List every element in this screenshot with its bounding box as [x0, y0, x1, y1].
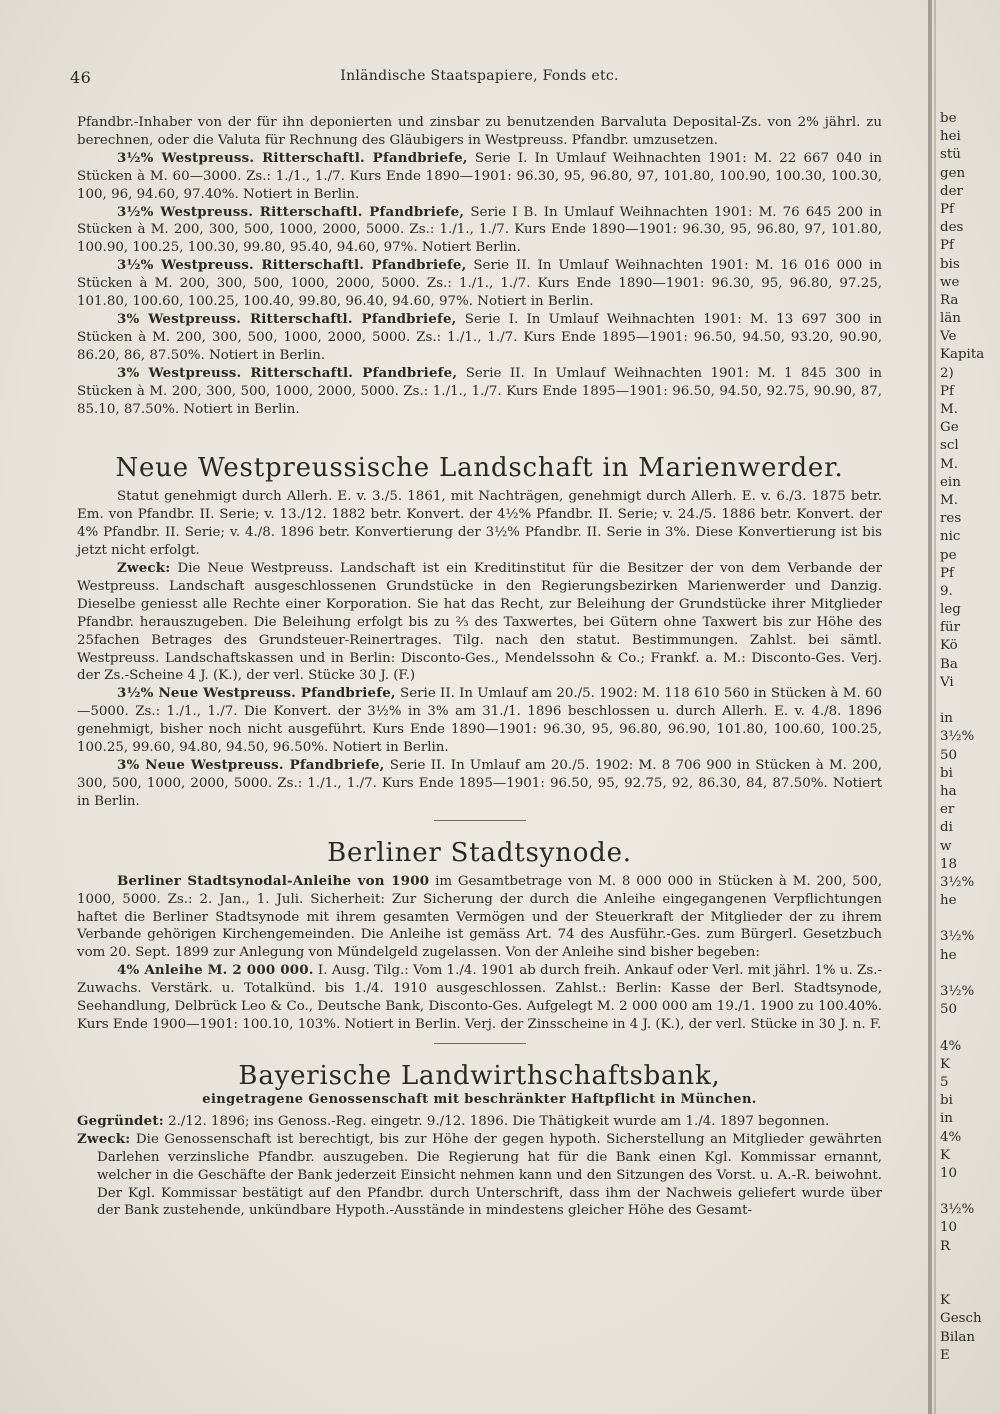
adjacent-page-fragment: 3½%	[940, 874, 975, 890]
adjacent-page-fragment: nic	[940, 529, 961, 545]
westpreuss-entry-title: 3½% Westpreuss. Ritterschaftl. Pfandbriefe,	[117, 149, 468, 166]
westpreuss-entry-body: Serie II. In Umlauf Weihnachten 1901: M. 1 845 300 in Stücken à M. 200, 300, 500, 1000, 2000, 5000. Zs.: 1./1., 1./7. Kurs Ende 1895—1901: 96.50, 94.50, 92.75, 90.90, 87, 85.10, 87.50%. Notiert in Berlin.	[77, 365, 882, 417]
adjacent-page-fragment: 3½%	[940, 729, 975, 745]
neue-entry	[77, 757, 882, 811]
adjacent-page-fragment: 10	[940, 1165, 958, 1181]
adjacent-page-fragment: in	[940, 1111, 953, 1127]
adjacent-page-fragment	[940, 965, 1000, 983]
neue-entry-body: Serie II. In Umlauf am 20./5. 1902: M. 118 610 560 in Stücken à M. 60—5000. Zs.: 1./1., 1./7. Die Konvert. der 3½% in 3% am 31./1. 1896 beschlossen u. durch Allerh. E. v. 4./8. 1896 genehmigt, bisher noch nicht ausgeführt. Kurs Ende 1890—1901: 96.30, 95, 96.80, 96.90, 101.80, 100.60, 100.25, 100.25, 99.60, 94.80, 94.50, 96.50%. Notiert in Berlin.	[77, 686, 882, 756]
neue-zweck	[77, 560, 882, 685]
adjacent-page-fragment: 18	[940, 856, 958, 872]
bayerische-gegruendet	[77, 1113, 882, 1131]
adjacent-page-fragment: 3½%	[940, 1202, 975, 1218]
adjacent-page-fragment: M.	[940, 492, 958, 508]
westpreuss-entries	[77, 150, 882, 419]
westpreuss-entry-title: 3% Westpreuss. Ritterschaftl. Pfandbriefe,	[117, 364, 458, 381]
adjacent-page-edge	[940, 110, 1000, 1365]
neue-entry	[77, 685, 882, 757]
adjacent-page-fragment: Pf	[940, 565, 954, 581]
adjacent-page-fragment: ha	[940, 783, 957, 799]
bayerische-gegruendet-text: 2./12. 1896; ins Genoss.-Reg. eingetr. 9./12. 1896. Die Thätigkeit wurde am 1./4. 1897 begonnen.	[163, 1113, 830, 1129]
westpreuss-entry	[77, 311, 882, 365]
page-main-column	[70, 68, 883, 1220]
adjacent-page-fragment: ein	[940, 474, 961, 490]
westpreuss-entry-body: Serie II. In Umlauf Weihnachten 1901: M. 16 016 000 in Stücken à M. 200, 300, 500, 1000, 2000, 5000. Zs.: 1./1., 1./7. Kurs Ende 1890—1901: 96.30, 95, 96.80, 97.25, 101.80, 100.60, 100.25, 100.40, 99.80, 96.40, 94.60, 97%. Notiert in Berlin.	[77, 258, 883, 310]
adjacent-page-fragment: stü	[940, 147, 961, 163]
adjacent-page-fragment: E	[940, 1347, 950, 1363]
berliner-anleihe	[77, 873, 882, 963]
adjacent-page-fragment	[940, 1019, 1000, 1037]
adjacent-page-fragment: län	[940, 311, 961, 327]
section-heading-bayerische: Bayerische Landwirthschaftsbank,	[238, 1060, 721, 1091]
neue-entries	[77, 685, 882, 810]
adjacent-page-fragment: 50	[940, 1002, 958, 1018]
adjacent-page-fragment: bis	[940, 256, 960, 272]
adjacent-page-fragment: K	[940, 1056, 951, 1072]
adjacent-page-fragment: hei	[940, 129, 961, 145]
adjacent-page-fragment: M.	[940, 456, 958, 472]
adjacent-page-fragment: Vi	[940, 674, 954, 690]
adjacent-page-fragment: des	[940, 220, 964, 236]
westpreuss-entry	[77, 150, 882, 204]
adjacent-page-fragment: in	[940, 711, 953, 727]
adjacent-page-fragment: Pf	[940, 201, 954, 217]
adjacent-page-fragment: res	[940, 511, 962, 527]
bayerische-zweck-label: Zweck:	[77, 1130, 131, 1147]
bayerische-zweck-text: Die Genossenschaft ist berechtigt, bis zur Höhe der gegen hypoth. Sicherstellung an Mitglieder gewährten Darlehen verzinsliche Pfandbr. auszugeben. Die Regierung hat für die Bank einen Kgl. Kommissar ernannt, welcher in die Geschäfte der Bank jederzeit Einsicht nehmen kann und den Sitzungen des Vorst. u. A.-R. beiwohnt. Der Kgl. Kommissar bestätigt auf den Pfandbr. durch Unterschrift, dass ihm der Nachweis geliefert wurde über der Bank zustehende, unkündbare Hypoth.-Ausstände in mindestens gleicher Höhe des Gesamt-	[97, 1131, 882, 1219]
adjacent-page-fragment: 3½%	[940, 984, 975, 999]
neue-entry-title: 3½% Neue Westpreuss. Pfandbriefe,	[117, 685, 396, 702]
neue-entry-title: 3% Neue Westpreuss. Pfandbriefe,	[117, 757, 385, 773]
westpreuss-entry-body: Serie I. In Umlauf Weihnachten 1901: M. 13 697 300 in Stücken à M. 200, 300, 500, 1000, 2000, 5000. Zs.: 1./1., 1./7. Kurs Ende 1895—1901: 96.50, 94.50, 93.20, 90.90, 86.20, 86, 87.50%. Notiert in Berlin.	[77, 311, 882, 363]
adjacent-page-fragment: der	[940, 183, 963, 199]
adjacent-page-fragment: w	[940, 838, 952, 854]
westpreuss-entry	[77, 257, 882, 311]
westpreuss-entry	[77, 365, 882, 419]
running-title: Inländische Staatspapiere, Fonds etc.	[340, 68, 619, 84]
neue-zweck-label: Zweck:	[117, 560, 171, 577]
page-number: 46	[70, 68, 92, 87]
adjacent-page-fragment: gen	[940, 165, 966, 181]
westpreuss-entry	[77, 204, 882, 258]
adjacent-page-fragment: er	[940, 802, 955, 818]
berliner-anleihe-text: im Gesamtbetrage von M. 8 000 000 in Stücken à M. 200, 500, 1000, 5000. Zs.: 2. Jan., 1. Juli. Sicherheit: Zur Sicherung der durch die Anleihe eingegangenen Verpflichtungen haftet die Berliner Stadtsynode mit ihrem gesamten Vermögen und der Steuerkraft der Mitglieder der zu ihrem Verbande gehörigen Kirchengemeinden. Die Anleihe ist gemäss Art. 74 des Ausführ.-Ges. zum Bürgerl. Gesetzbuch vom 20. Sept. 1899 zur Anlegung von Mündelgeld zugelassen. Von der Anleihe sind bisher begeben:	[77, 873, 882, 961]
adjacent-page-fragment: bi	[940, 765, 953, 781]
westpreuss-entry-title: 3½% Westpreuss. Ritterschaftl. Pfandbriefe,	[117, 203, 465, 220]
section-divider	[77, 811, 882, 825]
adjacent-page-fragment: K	[940, 1293, 951, 1309]
section-heading-berliner: Berliner Stadtsynode.	[327, 837, 632, 868]
section-subheading-bayerische: eingetragene Genossenschaft mit beschränkter Haftpflicht in München.	[202, 1091, 757, 1107]
section-heading-neue: Neue Westpreussische Landschaft in Marienwerder.	[115, 453, 844, 484]
adjacent-page-fragment: 2)	[940, 365, 954, 381]
adjacent-page-fragment	[940, 1256, 1000, 1274]
adjacent-page-fragment: 50	[940, 747, 958, 763]
adjacent-page-fragment: pe	[940, 547, 957, 563]
adjacent-page-fragment: Bilan	[940, 1329, 976, 1345]
adjacent-page-fragment: 5	[940, 1074, 949, 1090]
adjacent-page-fragment: he	[940, 893, 957, 909]
adjacent-page-fragment: M.	[940, 402, 958, 417]
adjacent-page-fragment: 3½%	[940, 929, 975, 945]
adjacent-page-fragment: leg	[940, 602, 961, 618]
adjacent-page-fragment	[940, 910, 1000, 928]
page-gutter-line	[934, 0, 936, 1414]
adjacent-page-fragment	[940, 1274, 1000, 1292]
adjacent-page-fragment: Ve	[940, 329, 957, 345]
adjacent-page-fragment: Ge	[940, 420, 959, 436]
adjacent-page-fragment: R	[940, 1238, 951, 1254]
adjacent-page-fragment: we	[940, 274, 960, 290]
neue-zweck-text: Die Neue Westpreuss. Landschaft ist ein Kreditinstitut für die Besitzer der von dem Verbande der Westpreuss. Landschaft ausgeschlossenen Grundstücke in den Regierungsbezirken Marienwerder und Danzig. Dieselbe geniesst alle Rechte einer Korporation. Sie hat das Recht, zur Beleihung der Grundstücke ihrer Mitglieder Pfandbr. herauszugeben. Die Beleihung erfolgt bis zu ⅔ des Taxwertes, bei Gütern ohne Taxwert bis zur Höhe des 25fachen Betrages des Grundsteuer-Reinertrages. Tilg. nach den statut. Bestimmungen. Zahlst. bei sämtl. Westpreuss. Landschaftskassen und in Berlin: Disconto-Ges., Mendelssohn & Co.; Frankf. a. M.: Disconto-Ges. Verj. der Zs.-Scheine 4 J. (K.), der verl. Stücke 30 J. (F.)	[77, 561, 882, 684]
adjacent-page-fragment: K	[940, 1147, 951, 1163]
bayerische-zweck	[77, 1131, 882, 1221]
westpreuss-entry-title: 3% Westpreuss. Ritterschaftl. Pfandbriefe,	[117, 310, 457, 327]
westpreuss-entry-body: Serie I. In Umlauf Weihnachten 1901: M. 22 667 040 in Stücken à M. 60—3000. Zs.: 1./1., 1./7. Kurs Ende 1890—1901: 96.30, 95, 96.80, 97, 101.80, 100.90, 100.30, 100.30, 100, 96, 94.60, 97.40%. Notiert in Berlin.	[77, 150, 882, 202]
adjacent-page-fragment: Kapita	[940, 347, 985, 363]
adjacent-page-fragment: Ba	[940, 656, 958, 672]
section-divider	[77, 1034, 882, 1048]
adjacent-page-fragment: 4%	[940, 1129, 962, 1145]
berliner-sub	[77, 962, 882, 1034]
adjacent-page-fragment: di	[940, 820, 953, 836]
adjacent-page-fragment: Pf	[940, 238, 954, 254]
westpreuss-entry-body: Serie I B. In Umlauf Weihnachten 1901: M. 76 645 200 in Stücken à M. 200, 300, 500, 1000, 2000, 5000. Zs.: 1./1., 1./7. Kurs Ende 1890—1901: 96.30, 95, 96.80, 97, 101.80, 100.90, 100.25, 100.30, 99.80, 95.40, 94.60, 97%. Notiert Berlin.	[77, 204, 882, 256]
adjacent-page-fragment: he	[940, 947, 957, 963]
adjacent-page-fragment: 4%	[940, 1038, 962, 1054]
adjacent-page-fragment: Gesch	[940, 1311, 982, 1327]
adjacent-page-fragment: Kö	[940, 638, 958, 654]
adjacent-page-fragment: 9.	[940, 583, 953, 599]
adjacent-page-fragment: be	[940, 111, 957, 126]
adjacent-page-fragment: für	[940, 620, 960, 636]
neue-entry-body: Serie II. In Umlauf am 20./5. 1902: M. 8 706 900 in Stücken à M. 200, 300, 500, 1000, 2000, 5000. Zs.: 1./1., 1./7. Kurs Ende 1895—1901: 96.50, 95, 92.75, 92, 86.30, 84, 87.50%. Notiert in Berlin.	[77, 758, 882, 809]
adjacent-page-fragment: Ra	[940, 292, 959, 308]
berliner-anleihe-label: Berliner Stadtsynodal-Anleihe von 1900	[117, 872, 430, 889]
running-header	[70, 68, 882, 92]
adjacent-page-fragment: Pf	[940, 383, 954, 399]
berliner-sub-label: 4% Anleihe M. 2 000 000.	[117, 962, 314, 979]
adjacent-page-fragment: scl	[940, 438, 959, 454]
adjacent-page-fragment	[940, 692, 1000, 710]
adjacent-page-fragment: 10	[940, 1220, 958, 1236]
page-gutter-shadow	[928, 0, 932, 1414]
intro-paragraph: Pfandbr.-Inhaber von der für ihn deponierten und zinsbar zu benutzenden Barvaluta Deposital-Zs. von 2% jährl. zu berechnen, oder die Valuta für Rechnung des Gläubigers in Westpreuss. Pfandbr. umzusetzen.	[77, 115, 882, 148]
westpreuss-entry-title: 3½% Westpreuss. Ritterschaftl. Pfandbriefe,	[117, 257, 467, 274]
adjacent-page-fragment: bi	[940, 1093, 953, 1109]
bayerische-gegruendet-label: Gegründet:	[77, 1112, 164, 1129]
neue-statut: Statut genehmigt durch Allerh. E. v. 3./5. 1861, mit Nachträgen, genehmigt durch Allerh. E. v. 6./3. 1875 betr. Em. von Pfandbr. II. Serie; v. 13./12. 1882 betr. Konvert. der 4½% Pfandbr. II. Serie; v. 24./5. 1886 betr. Konvert. der 4% Pfandbr. II. Serie; v. 4./8. 1896 betr. Konvertierung der 3½% Pfandbr. II. Serie in 3%. Diese Konvertierung ist bis jetzt nicht erfolgt.	[77, 489, 882, 559]
adjacent-page-fragment	[940, 1183, 1000, 1201]
berliner-sub-text: I. Ausg. Tilg.: Vom 1./4. 1901 ab durch freih. Ankauf oder Verl. mit jährl. 1% u. Zs.-Zuwachs. Verstärk. u. Totalkünd. bis 1./4. 1910 ausgeschlossen. Zahlst.: Berlin: Kasse der Berl. Stadtsynode, Seehandlung, Delbrück Leo & Co., Deutsche Bank, Disconto-Ges. Aufgelegt M. 2 000 000 am 19./1. 1900 zu 100.40%. Kurs Ende 1900—1901: 100.10, 103%. Notiert in Berlin. Verj. der Zinsscheine in 4 J. (K.), der verl. Stücke in 30 J. n. F.	[77, 963, 882, 1032]
